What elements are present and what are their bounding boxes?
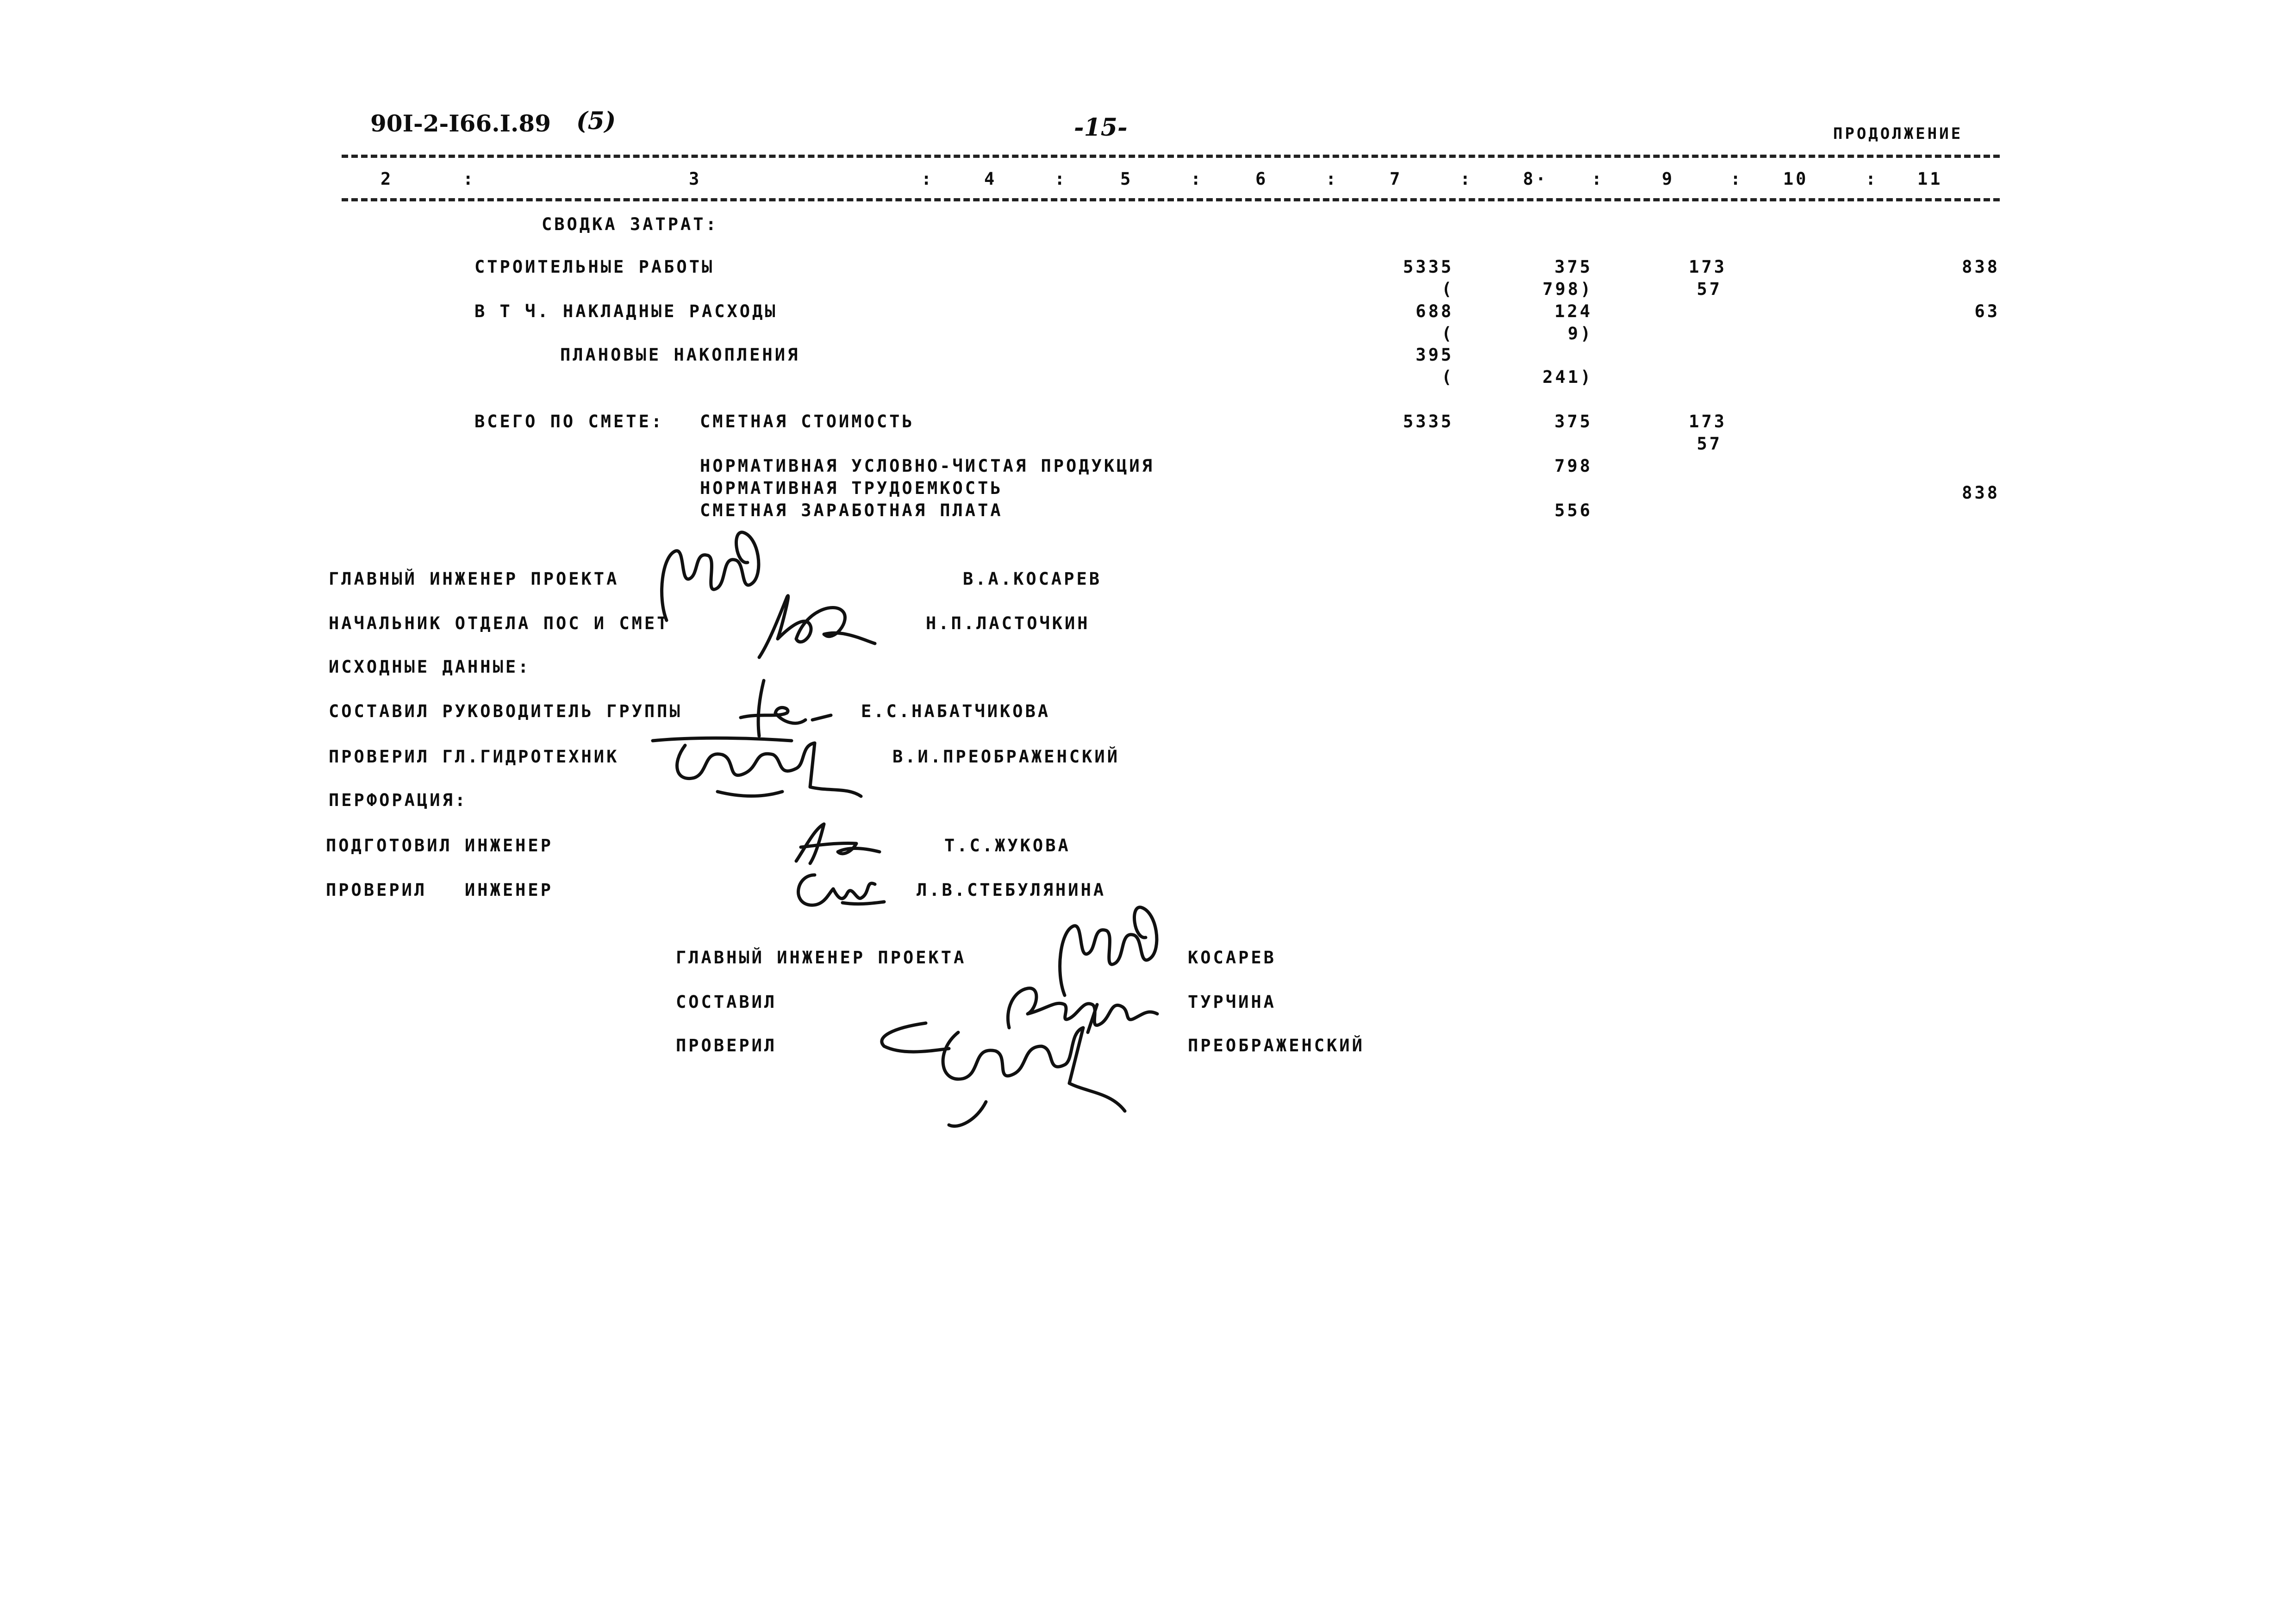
construction-col11: 838 — [1962, 257, 2000, 277]
signatory-role: ПРОВЕРИЛ — [676, 1036, 777, 1056]
overhead-col8: 124 — [1554, 301, 1592, 321]
column-header: 11 — [1917, 169, 1943, 189]
signatory-name: Е.С.НАБАТЧИКОВА — [861, 701, 1051, 721]
net-production-col8: 798 — [1554, 456, 1592, 476]
overhead-col11: 63 — [1974, 301, 2000, 321]
net-production-label: НОРМАТИВНАЯ УСЛОВНО-ЧИСТАЯ ПРОДУКЦИЯ — [700, 456, 1154, 476]
planned-label: ПЛАНОВЫЕ НАКОПЛЕНИЯ — [560, 345, 800, 365]
signature-lastochkin — [750, 583, 889, 667]
signatory-role: ПОДГОТОВИЛ ИНЖЕНЕР — [326, 836, 553, 856]
construction-label: СТРОИТЕЛЬНЫЕ РАБОТЫ — [474, 257, 715, 277]
column-separator: : — [1591, 169, 1604, 189]
signatory-role: ПРОВЕРИЛ ГЛ.ГИДРОТЕХНИК — [329, 747, 619, 767]
summary-title: СВОДКА ЗАТРАТ: — [542, 214, 718, 234]
signatory-role: ГЛАВНЫЙ ИНЖЕНЕР ПРОЕКТА — [676, 948, 967, 968]
signatory-name: В.А.КОСАРЕВ — [963, 569, 1102, 589]
column-separator: : — [1460, 169, 1473, 189]
total-cost-col7: 5335 — [1403, 412, 1454, 431]
total-cost-col9b: 57 — [1697, 434, 1722, 454]
construction-col8-paren: ( 798) — [1441, 279, 1593, 299]
column-header: 2 — [381, 169, 393, 189]
column-header: 5 — [1120, 169, 1133, 189]
document-code: 90I-2-I66.I.89 — [370, 110, 551, 137]
column-header: 3 — [689, 169, 702, 189]
column-separator: : — [1054, 169, 1067, 189]
signatory-name: Т.С.ЖУКОВА — [944, 836, 1071, 856]
document-part: (5) — [576, 107, 616, 135]
signatory-role: НАЧАЛЬНИК ОТДЕЛА ПОС И СМЕТ — [329, 613, 670, 633]
signatory-name: Л.В.СТЕБУЛЯНИНА — [917, 880, 1106, 900]
section-label: ПЕРФОРАЦИЯ: — [329, 790, 468, 810]
signatory-name: ТУРЧИНА — [1188, 992, 1276, 1012]
wage-col8: 556 — [1554, 500, 1592, 520]
column-separator: : — [1191, 169, 1204, 189]
column-header: 7 — [1390, 169, 1403, 189]
overhead-col8-paren: ( 9) — [1441, 324, 1593, 344]
construction-col7: 5335 — [1403, 257, 1454, 277]
page-number: -15- — [1074, 113, 1128, 142]
construction-col8: 375 — [1554, 257, 1592, 277]
column-header: 10 — [1783, 169, 1809, 189]
signatory-role: ГЛАВНЫЙ ИНЖЕНЕР ПРОЕКТА — [329, 569, 619, 589]
overhead-col7: 688 — [1416, 301, 1454, 321]
signatory-name: ПРЕОБРАЖЕНСКИЙ — [1188, 1036, 1365, 1056]
signatory-name: Н.П.ЛАСТОЧКИН — [926, 613, 1090, 633]
column-header: 8· — [1523, 169, 1548, 189]
column-header: 4 — [984, 169, 997, 189]
column-separator: : — [1866, 169, 1878, 189]
signatory-name: В.И.ПРЕОБРАЖЕНСКИЙ — [892, 747, 1120, 767]
signature-preobrazhensky — [643, 722, 875, 801]
labor-label: НОРМАТИВНАЯ ТРУДОЕМКОСТЬ — [700, 478, 1003, 498]
column-separator: : — [921, 169, 934, 189]
column-separator: : — [1730, 169, 1743, 189]
column-header: 9 — [1662, 169, 1675, 189]
planned-col7: 395 — [1416, 345, 1454, 365]
column-header: 6 — [1255, 169, 1268, 189]
construction-col9b: 57 — [1697, 279, 1722, 299]
construction-col9: 173 — [1689, 257, 1727, 277]
header-rule-top — [342, 155, 2000, 158]
overhead-label: В Т Ч. НАКЛАДНЫЕ РАСХОДЫ — [474, 301, 778, 321]
signatory-role: ПРОВЕРИЛ ИНЖЕНЕР — [326, 880, 553, 900]
labor-col11: 838 — [1962, 483, 2000, 503]
column-separator: : — [1326, 169, 1339, 189]
total-cost-label: СМЕТНАЯ СТОИМОСТЬ — [700, 412, 915, 431]
wage-label: СМЕТНАЯ ЗАРАБОТНАЯ ПЛАТА — [700, 500, 1003, 520]
column-separator: : — [463, 169, 476, 189]
section-label: ИСХОДНЫЕ ДАННЫЕ: — [329, 657, 531, 677]
signature-zhukova — [787, 819, 893, 870]
total-label: ВСЕГО ПО СМЕТЕ: — [474, 412, 664, 431]
header-rule-bottom — [342, 198, 2000, 201]
continuation-label: ПРОДОЛЖЕНИЕ — [1833, 125, 1963, 143]
signatory-name: КОСАРЕВ — [1188, 948, 1276, 968]
signatory-role: СОСТАВИЛ РУКОВОДИТЕЛЬ ГРУППЫ — [329, 701, 682, 721]
total-cost-col8: 375 — [1554, 412, 1592, 431]
signature-preobrazhensky-2 — [866, 1014, 1153, 1134]
signatory-role: СОСТАВИЛ — [676, 992, 777, 1012]
total-cost-col9: 173 — [1689, 412, 1727, 431]
signature-stebulyanina — [787, 866, 893, 917]
planned-col8-paren: ( 241) — [1441, 367, 1593, 387]
